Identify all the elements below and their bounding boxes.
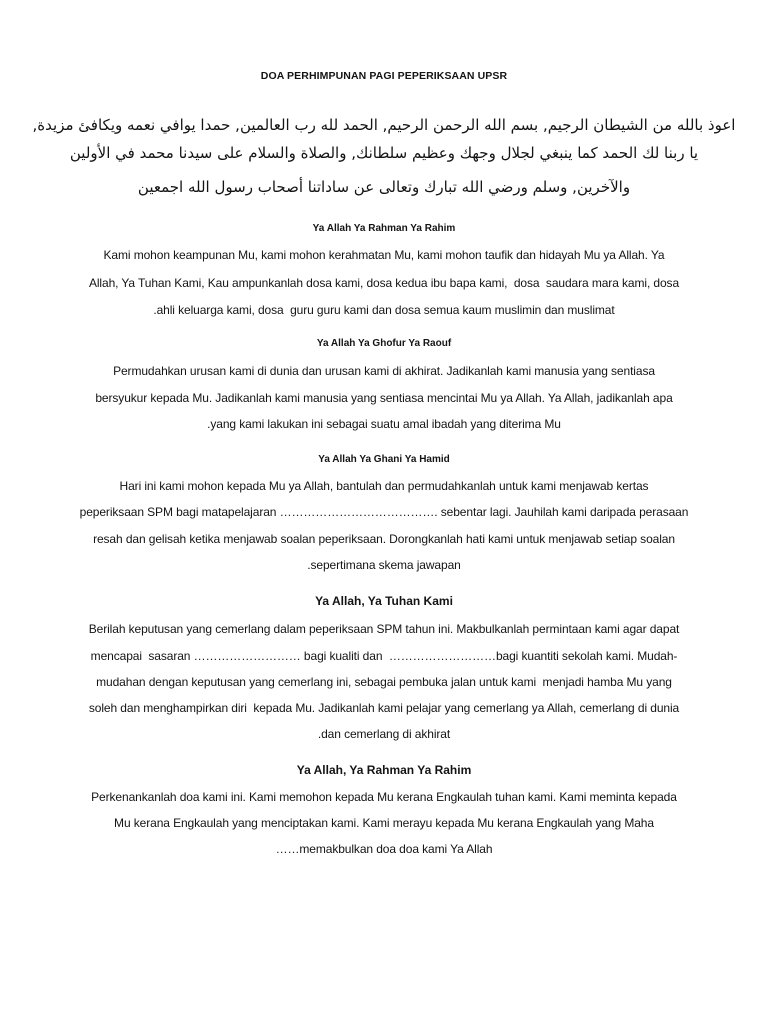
paragraph-line: mudahan dengan keputusan yang cemerlang ini, sebagai pembuka jalan untuk kami menjadi hamba Mu yang <box>96 675 672 689</box>
section-heading: Ya Allah Ya Ghofur Ya Raouf <box>316 338 452 349</box>
section-heading: Ya Allah, Ya Tuhan Kami <box>315 594 453 608</box>
paragraph-line: ……memakbulkan doa doa kami Ya Allah <box>275 842 493 856</box>
section-heading: Ya Allah Ya Ghani Ya Hamid <box>318 454 450 465</box>
arabic-line: والآخرين, وسلم ورضي الله تبارك وتعالى عن ساداتنا أصحاب رسول الله اجمعين <box>137 178 631 196</box>
section-heading: Ya Allah Ya Rahman Ya Rahim <box>312 223 456 234</box>
paragraph-line: Allah, Ya Tuhan Kami, Kau ampunkanlah dosa kami, dosa kedua ibu bapa kami, dosa saudara mara kami, dosa <box>88 276 680 290</box>
paragraph-line: mencapai sasaran ……………………… bagi kualiti dan ………………………bagi kuantiti sekolah kami. Mudah- <box>90 649 678 663</box>
paragraph-line: resah dan gelisah ketika menjawab soalan peperiksaan. Dorongkanlah hati kami untuk menjawab setiap soalan <box>93 532 675 546</box>
paragraph-line: bersyukur kepada Mu. Jadikanlah kami manusia yang sentiasa mencintai Mu ya Allah. Ya Allah, jadikanlah apa <box>95 391 673 405</box>
paragraph-line: .dan cemerlang di akhirat <box>317 727 451 741</box>
paragraph-line: .ahli keluarga kami, dosa guru guru kami dan dosa semua kaum muslimin dan muslimat <box>153 303 615 317</box>
document-title: DOA PERHIMPUNAN PAGI PEPERIKSAAN UPSR <box>260 70 508 82</box>
paragraph-line: peperiksaan SPM bagi matapelajaran …………………………………. sebentar lagi. Jauhilah kami daripada perasaan <box>79 505 689 519</box>
paragraph-line: .yang kami lakukan ini sebagai suatu amal ibadah yang diterima Mu <box>207 417 561 431</box>
paragraph-line: Mu kerana Engkaulah yang menciptakan kami. Kami merayu kepada Mu kerana Engkaulah yang Maha <box>114 816 654 830</box>
paragraph-line: .sepertimana skema jawapan <box>307 558 461 572</box>
paragraph-line: Permudahkan urusan kami di dunia dan urusan kami di akhirat. Jadikanlah kami manusia yang sentiasa <box>113 364 655 378</box>
section-heading: Ya Allah, Ya Rahman Ya Rahim <box>296 763 472 777</box>
paragraph-line: Berilah keputusan yang cemerlang dalam peperiksaan SPM tahun ini. Makbulkanlah permintaan kami agar dapat <box>88 622 680 636</box>
arabic-line: يا ربنا لك الحمد كما ينبغي لجلال وجهك وعظيم سلطانك, والصلاة والسلام على سيدنا محمد في الأولين <box>69 144 699 162</box>
arabic-line: اعوذ بالله من الشيطان الرجيم, بسم الله الرحمن الرحيم, الحمد لله رب العالمين, حمدا يوافي نعمه ويكافئ مزيدة, <box>32 116 736 134</box>
paragraph-line: Hari ini kami mohon kepada Mu ya Allah, bantulah dan permudahkanlah untuk kami menjawab kertas <box>119 479 649 493</box>
paragraph-line: soleh dan menghampirkan diri kepada Mu. Jadikanlah kami pelajar yang cemerlang ya Allah, cemerlang di dunia <box>88 701 680 715</box>
paragraph-line: Kami mohon keampunan Mu, kami mohon kerahmatan Mu, kami mohon taufik dan hidayah Mu ya Allah. Ya <box>103 248 665 262</box>
paragraph-line: Perkenankanlah doa kami ini. Kami memohon kepada Mu kerana Engkaulah tuhan kami. Kami meminta kepada <box>91 790 677 804</box>
